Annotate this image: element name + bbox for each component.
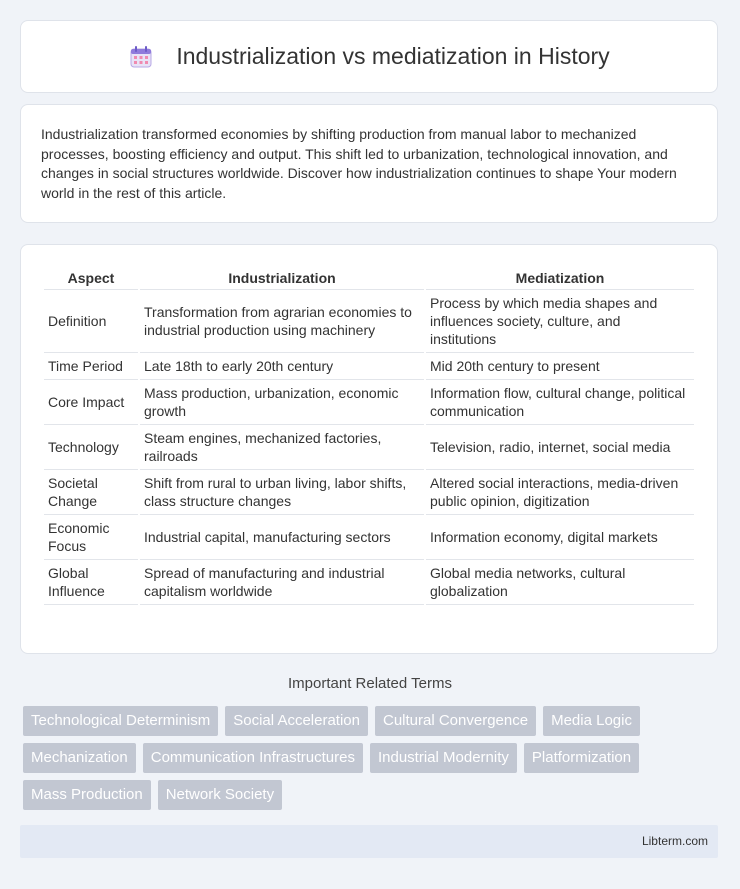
table-cell-aspect: Core Impact <box>44 380 138 425</box>
table-row <box>44 515 694 560</box>
calendar-icon <box>128 44 154 70</box>
table-row <box>44 380 694 425</box>
table-cell-industrialization: Mass production, urbanization, economic growth <box>140 380 424 425</box>
table-cell-aspect: Time Period <box>44 353 138 380</box>
table-cell-industrialization: Transformation from agrarian economies to industrial production using machinery <box>140 290 424 353</box>
column-header-industrialization: Industrialization <box>140 265 424 290</box>
related-term-tag[interactable]: Mass Production <box>23 780 151 810</box>
table-cell-aspect: Global Influence <box>44 560 138 605</box>
comparison-table <box>42 265 696 605</box>
title-card <box>20 20 718 93</box>
related-term-tag[interactable]: Industrial Modernity <box>370 743 517 773</box>
table-cell-industrialization: Industrial capital, manufacturing sectors <box>140 515 424 560</box>
table-cell-industrialization: Shift from rural to urban living, labor shifts, class structure changes <box>140 470 424 515</box>
footer-site-link[interactable]: Libterm.com <box>641 834 708 848</box>
related-term-tag[interactable]: Communication Infrastructures <box>143 743 363 773</box>
column-header-mediatization: Mediatization <box>426 265 694 290</box>
related-terms-list <box>23 706 723 817</box>
table-row <box>44 560 694 605</box>
table-header-row <box>44 265 694 290</box>
related-term-tag[interactable]: Media Logic <box>543 706 640 736</box>
table-cell-mediatization: Information flow, cultural change, political communication <box>426 380 694 425</box>
related-term-tag[interactable]: Mechanization <box>23 743 136 773</box>
table-row <box>44 353 694 380</box>
table-cell-mediatization: Process by which media shapes and influences society, culture, and institutions <box>426 290 694 353</box>
related-term-tag[interactable]: Platformization <box>524 743 639 773</box>
comparison-card <box>20 244 718 654</box>
table-cell-aspect: Societal Change <box>44 470 138 515</box>
table-row <box>44 290 694 353</box>
table-cell-aspect: Definition <box>44 290 138 353</box>
intro-text: Industrialization transformed economies by shifting production from manual labor to mechanized processes, boosting efficiency and output. This shift led to urbanization, technological innovation, and changes in social structures worldwide. Discover how industrialization continues to shape Your modern world in the rest of this article. <box>41 126 677 201</box>
table-cell-industrialization: Steam engines, mechanized factories, railroads <box>140 425 424 470</box>
related-term-tag[interactable]: Cultural Convergence <box>375 706 536 736</box>
page-title: Industrialization vs mediatization in History <box>176 43 610 69</box>
table-row <box>44 425 694 470</box>
table-cell-aspect: Economic Focus <box>44 515 138 560</box>
table-cell-mediatization: Altered social interactions, media-driven public opinion, digitization <box>426 470 694 515</box>
table-row <box>44 470 694 515</box>
table-cell-mediatization: Mid 20th century to present <box>426 353 694 380</box>
table-cell-industrialization: Spread of manufacturing and industrial capitalism worldwide <box>140 560 424 605</box>
related-term-tag[interactable]: Social Acceleration <box>225 706 368 736</box>
intro-card <box>20 104 718 223</box>
related-terms-heading: Important Related Terms <box>288 675 452 692</box>
related-term-tag[interactable]: Network Society <box>158 780 282 810</box>
column-header-aspect: Aspect <box>44 265 138 290</box>
table-cell-mediatization: Global media networks, cultural globalization <box>426 560 694 605</box>
table-cell-mediatization: Television, radio, internet, social media <box>426 425 694 470</box>
table-cell-industrialization: Late 18th to early 20th century <box>140 353 424 380</box>
table-cell-mediatization: Information economy, digital markets <box>426 515 694 560</box>
table-cell-aspect: Technology <box>44 425 138 470</box>
related-term-tag[interactable]: Technological Determinism <box>23 706 218 736</box>
footer <box>20 825 718 858</box>
